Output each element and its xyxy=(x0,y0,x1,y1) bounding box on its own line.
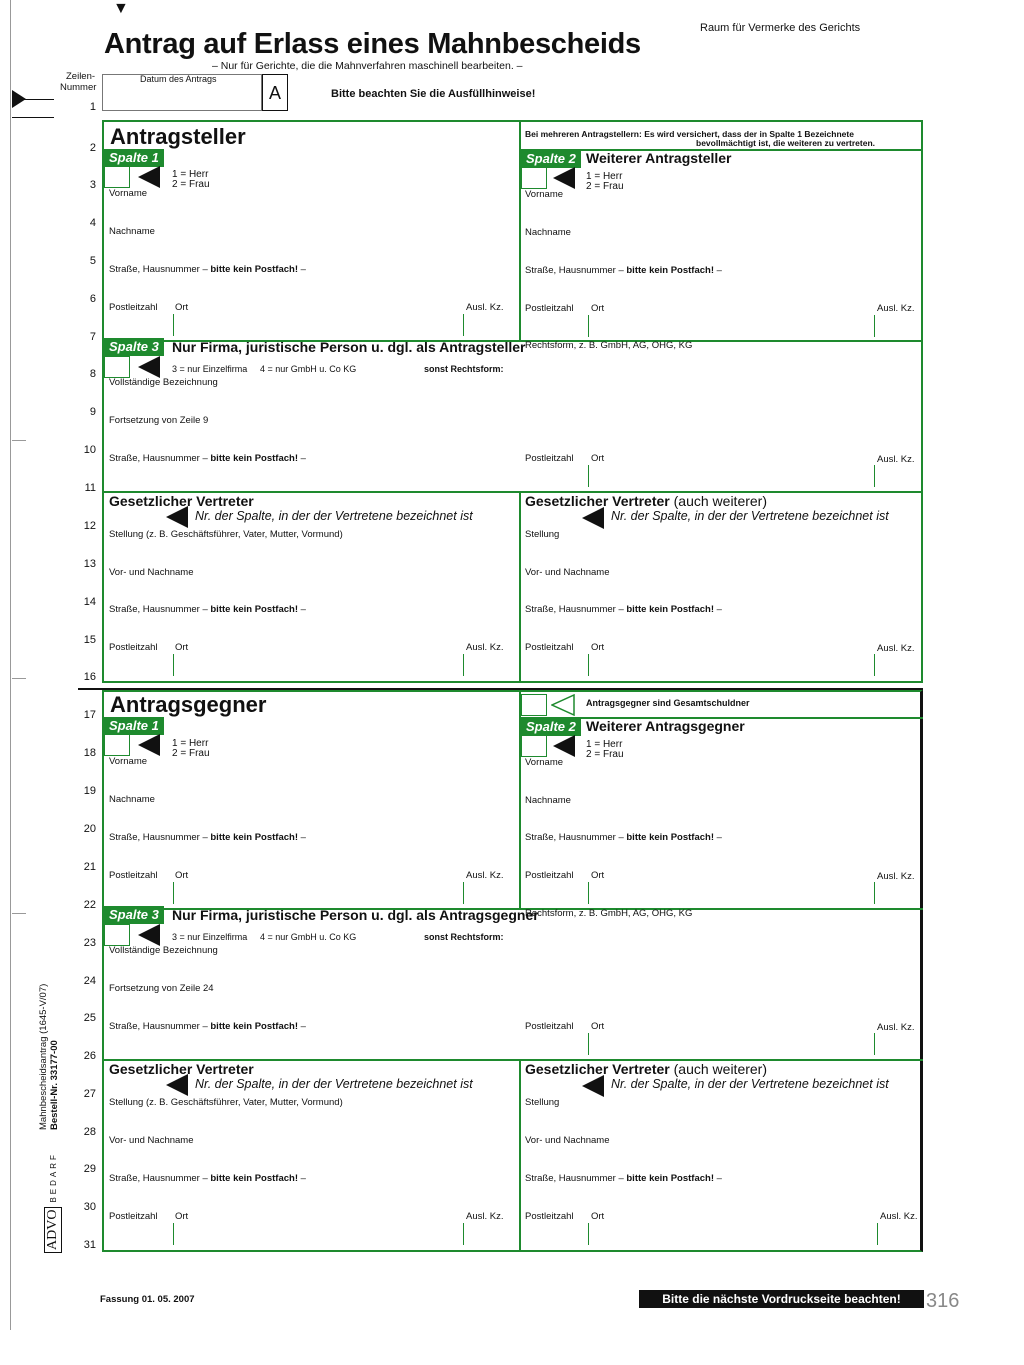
gmbh-label: 4 = nur GmbH u. Co KG xyxy=(260,932,357,942)
arrow-left-outline-icon xyxy=(551,694,575,716)
strasse-label: Straße, Hausnummer – bitte kein Postfach! – xyxy=(525,832,722,843)
vorname-label: Vorname xyxy=(109,188,148,199)
page-subtitle: – Nur für Gerichte, die die Mahnverfahren maschinell bearbeiten. – xyxy=(212,60,523,72)
plz-label: Postleitzahl xyxy=(109,302,158,313)
frau-label: 2 = Frau xyxy=(172,748,210,759)
arrow-left-icon xyxy=(582,507,604,529)
line-number: 18 xyxy=(83,747,96,759)
fortsetzung-label: Fortsetzung von Zeile 9 xyxy=(109,415,209,426)
anrede-box[interactable] xyxy=(104,734,130,756)
line-number: 25 xyxy=(83,1012,96,1024)
einzelfirma-label: 3 = nur Einzelfirma xyxy=(172,364,248,374)
gesamtschuldner-box[interactable] xyxy=(521,694,547,716)
gmbh-label: 4 = nur GmbH u. Co KG xyxy=(260,364,357,374)
antragsgegner-section xyxy=(102,690,923,1252)
field-divider xyxy=(874,1033,875,1055)
line-number: 7 xyxy=(89,331,96,343)
margin-tick xyxy=(12,913,26,914)
line-number: 3 xyxy=(89,179,96,191)
weiterer-antragsgegner-title: Weiterer Antragsgegner xyxy=(586,718,745,734)
spalte2-tag: Spalte 2 xyxy=(521,150,581,168)
field-divider xyxy=(877,1223,878,1245)
plz-label: Postleitzahl xyxy=(109,870,158,881)
stellung-label: Stellung (z. B. Geschäftsführer, Vater, Mutter, Vormund) xyxy=(109,1097,343,1108)
line-number: 15 xyxy=(83,634,96,646)
firma-title: Nur Firma, juristische Person u. dgl. als Antragsteller xyxy=(172,339,526,355)
line-number: 1 xyxy=(89,101,96,113)
nachname-label: Nachname xyxy=(525,795,571,806)
vor-nachname-label: Vor- und Nachname xyxy=(525,1135,610,1146)
field-divider xyxy=(463,314,464,336)
weiterer-antragsteller-title: Weiterer Antragsteller xyxy=(586,150,732,166)
plz-label: Postleitzahl xyxy=(525,1211,574,1222)
line-number: 17 xyxy=(83,709,96,721)
gv2-title: Gesetzlicher Vertreter (auch weiterer) xyxy=(525,1061,768,1077)
herr-label: 1 = Herr xyxy=(172,738,209,749)
field-divider xyxy=(463,1223,464,1245)
vorname-label: Vorname xyxy=(525,757,564,768)
nummer-label: Nummer xyxy=(60,82,97,93)
nachname-label: Nachname xyxy=(109,226,155,237)
gv2-nr-note: Nr. der Spalte, in der der Vertretene bezeichnet ist xyxy=(611,509,889,523)
vor-nachname-label: Vor- und Nachname xyxy=(525,567,610,578)
arrow-left-icon xyxy=(138,356,160,378)
line-number: 24 xyxy=(83,975,96,987)
herr-label: 1 = Herr xyxy=(172,169,209,180)
vor-nachname-label: Vor- und Nachname xyxy=(109,1135,194,1146)
page-number: 316 xyxy=(926,1290,960,1312)
plz-label: Postleitzahl xyxy=(525,1021,574,1032)
ort-label: Ort xyxy=(591,870,605,881)
arrow-left-icon xyxy=(138,166,160,188)
line-number: 10 xyxy=(83,444,96,456)
arrow-left-icon xyxy=(553,735,575,757)
sonst-label: sonst Rechtsform: xyxy=(424,364,504,374)
plz-label: Postleitzahl xyxy=(525,642,574,653)
frau-label: 2 = Frau xyxy=(586,181,624,192)
field-divider xyxy=(588,1223,589,1245)
line-number: 13 xyxy=(83,558,96,570)
antragsteller-section xyxy=(102,120,923,683)
line-number: 4 xyxy=(89,217,96,229)
frau-label: 2 = Frau xyxy=(586,749,624,760)
line-number: 2 xyxy=(89,142,96,154)
arrow-left-icon xyxy=(553,167,575,189)
field-divider xyxy=(173,1223,174,1245)
notice: Bitte beachten Sie die Ausfüllhinweise! xyxy=(331,88,536,100)
ort-label: Ort xyxy=(175,870,189,881)
pointer-rule xyxy=(12,99,54,100)
firma-title: Nur Firma, juristische Person u. dgl. als Antragsgegner xyxy=(172,907,539,923)
ort-label: Ort xyxy=(591,1211,605,1222)
plz-label: Postleitzahl xyxy=(525,870,574,881)
herr-label: 1 = Herr xyxy=(586,739,623,750)
field-divider xyxy=(173,654,174,676)
gv2-nr-note: Nr. der Spalte, in der der Vertretene bezeichnet ist xyxy=(611,1077,889,1091)
auslkz-label: Ausl. Kz. xyxy=(877,1022,915,1033)
line-number: 23 xyxy=(83,937,96,949)
page-title: Antrag auf Erlass eines Mahnbescheids xyxy=(104,28,641,60)
strasse-label: Straße, Hausnummer – bitte kein Postfach! – xyxy=(109,1173,306,1184)
line-number: 5 xyxy=(89,255,96,267)
arrow-left-icon xyxy=(166,1074,188,1096)
ort-label: Ort xyxy=(175,1211,189,1222)
gv-nr-note: Nr. der Spalte, in der der Vertretene bezeichnet ist xyxy=(195,509,473,523)
line-number: 21 xyxy=(83,861,96,873)
arrow-left-icon xyxy=(166,506,188,528)
stellung-label: Stellung xyxy=(525,529,560,540)
plz-label: Postleitzahl xyxy=(109,1211,158,1222)
auslkz-label: Ausl. Kz. xyxy=(466,302,504,313)
arrow-left-icon xyxy=(138,924,160,946)
stellung-label: Stellung (z. B. Geschäftsführer, Vater, Mutter, Vormund) xyxy=(109,529,343,540)
line-number: 6 xyxy=(89,293,96,305)
column-divider xyxy=(519,491,521,683)
field-divider xyxy=(173,882,174,904)
ort-label: Ort xyxy=(591,303,605,314)
sonst-label: sonst Rechtsform: xyxy=(424,932,504,942)
left-margin-line xyxy=(10,0,11,1330)
spalte3-tag: Spalte 3 xyxy=(104,906,164,924)
mehrere-note-2: bevollmächtigt ist, die weiteren zu vertreten. xyxy=(696,138,876,148)
rechtsform-label: Rechtsform, z. B. GmbH, AG, OHG, KG xyxy=(525,340,693,351)
spalte2-tag: Spalte 2 xyxy=(521,718,581,736)
field-divider xyxy=(588,1033,589,1055)
column-divider xyxy=(519,1059,521,1252)
arrow-left-icon xyxy=(582,1075,604,1097)
stellung-label: Stellung xyxy=(525,1097,560,1108)
auslkz-label: Ausl. Kz. xyxy=(877,643,915,654)
strasse-label: Straße, Hausnummer – bitte kein Postfach! – xyxy=(525,604,722,615)
triangle-marker-icon: ▼ xyxy=(113,0,129,17)
anrede-box-2[interactable] xyxy=(521,735,547,757)
antragsteller-title: Antragsteller xyxy=(110,124,246,149)
einzelfirma-label: 3 = nur Einzelfirma xyxy=(172,932,248,942)
strasse-label: Straße, Hausnummer – bitte kein Postfach! – xyxy=(109,1021,306,1032)
firma-box[interactable] xyxy=(104,356,130,378)
anrede-box-2[interactable] xyxy=(521,167,547,189)
ort-label: Ort xyxy=(591,642,605,653)
line-number: 9 xyxy=(89,406,96,418)
auslkz-label: Ausl. Kz. xyxy=(466,870,504,881)
rechtsform-label: Rechtsform, z. B. GmbH, AG, OHG, KG xyxy=(525,908,693,919)
gv-nr-note: Nr. der Spalte, in der der Vertretene bezeichnet ist xyxy=(195,1077,473,1091)
bezeichnung-label: Vollständige Bezeichnung xyxy=(109,945,218,956)
vorname-label: Vorname xyxy=(109,756,148,767)
line-number: 26 xyxy=(83,1050,96,1062)
plz-label: Postleitzahl xyxy=(525,303,574,314)
strasse-label: Straße, Hausnummer – bitte kein Postfach! – xyxy=(109,604,306,615)
line-number: 29 xyxy=(83,1163,96,1175)
box-letter: A xyxy=(262,74,288,111)
auslkz-label: Ausl. Kz. xyxy=(877,303,915,314)
ort-label: Ort xyxy=(591,453,605,464)
bezeichnung-label: Vollständige Bezeichnung xyxy=(109,377,218,388)
gesamtschuldner-label: Antragsgegner sind Gesamtschuldner xyxy=(586,698,750,708)
field-divider xyxy=(874,315,875,337)
nachname-label: Nachname xyxy=(525,227,571,238)
antragsgegner-title: Antragsgegner xyxy=(110,692,267,717)
pointer-rule-lower xyxy=(12,117,54,118)
field-divider xyxy=(463,882,464,904)
plz-label: Postleitzahl xyxy=(525,453,574,464)
mehrere-note-1: Bei mehreren Antragstellern: Es wird versichert, dass der in Spalte 1 Bezeichnete xyxy=(525,129,854,139)
line-number: 16 xyxy=(83,671,96,683)
spalte1-tag: Spalte 1 xyxy=(104,149,164,167)
fortsetzung-label: Fortsetzung von Zeile 24 xyxy=(109,983,214,994)
gv-title: Gesetzlicher Vertreter xyxy=(109,1061,254,1077)
field-divider xyxy=(874,882,875,904)
vorname-label: Vorname xyxy=(525,189,564,200)
auslkz-label: Ausl. Kz. xyxy=(880,1211,918,1222)
auslkz-label: Ausl. Kz. xyxy=(877,871,915,882)
arrow-left-icon xyxy=(138,734,160,756)
anrede-box[interactable] xyxy=(104,166,130,188)
date-label: Datum des Antrags xyxy=(140,74,217,84)
fassung: Fassung 01. 05. 2007 xyxy=(100,1294,195,1305)
zeilen-label: Zeilen- xyxy=(66,71,96,82)
field-divider xyxy=(588,315,589,337)
herr-label: 1 = Herr xyxy=(586,171,623,182)
field-divider xyxy=(463,654,464,676)
nachname-label: Nachname xyxy=(109,794,155,805)
line-number: 30 xyxy=(83,1201,96,1213)
line-number: 14 xyxy=(83,596,96,608)
vor-nachname-label: Vor- und Nachname xyxy=(109,567,194,578)
line-number: 8 xyxy=(89,368,96,380)
line-number: 11 xyxy=(84,482,96,494)
spalte1-tag: Spalte 1 xyxy=(104,717,164,735)
court-note: Raum für Vermerke des Gerichts xyxy=(700,22,861,34)
field-divider xyxy=(588,654,589,676)
ort-label: Ort xyxy=(175,302,189,313)
gv2-title: Gesetzlicher Vertreter (auch weiterer) xyxy=(525,493,768,509)
margin-tick xyxy=(12,440,26,441)
line-number: 22 xyxy=(83,899,96,911)
frau-label: 2 = Frau xyxy=(172,179,210,190)
field-divider xyxy=(173,314,174,336)
gv-title: Gesetzlicher Vertreter xyxy=(109,493,254,509)
line-number: 27 xyxy=(83,1088,96,1100)
strasse-label: Straße, Hausnummer – bitte kein Postfach! – xyxy=(109,832,306,843)
auslkz-label: Ausl. Kz. xyxy=(466,1211,504,1222)
strasse-label: Straße, Hausnummer – bitte kein Postfach! – xyxy=(109,453,306,464)
spalte3-tag: Spalte 3 xyxy=(104,338,164,356)
ort-label: Ort xyxy=(591,1021,605,1032)
firma-box[interactable] xyxy=(104,924,130,946)
next-page-banner: Bitte die nächste Vordruckseite beachten! xyxy=(639,1290,924,1308)
field-divider xyxy=(874,654,875,676)
margin-tick xyxy=(12,678,26,679)
strasse-label: Straße, Hausnummer – bitte kein Postfach! – xyxy=(109,264,306,275)
field-divider xyxy=(874,465,875,487)
line-number: 12 xyxy=(83,520,96,532)
auslkz-label: Ausl. Kz. xyxy=(877,454,915,465)
auslkz-label: Ausl. Kz. xyxy=(466,642,504,653)
ort-label: Ort xyxy=(175,642,189,653)
line-number: 31 xyxy=(83,1239,96,1251)
strasse-label: Straße, Hausnummer – bitte kein Postfach! – xyxy=(525,265,722,276)
plz-label: Postleitzahl xyxy=(109,642,158,653)
strasse-label: Straße, Hausnummer – bitte kein Postfach! – xyxy=(525,1173,722,1184)
field-divider xyxy=(588,882,589,904)
line-number: 28 xyxy=(83,1126,96,1138)
line-number: 19 xyxy=(83,785,96,797)
field-divider xyxy=(588,465,589,487)
line-number: 20 xyxy=(83,823,96,835)
